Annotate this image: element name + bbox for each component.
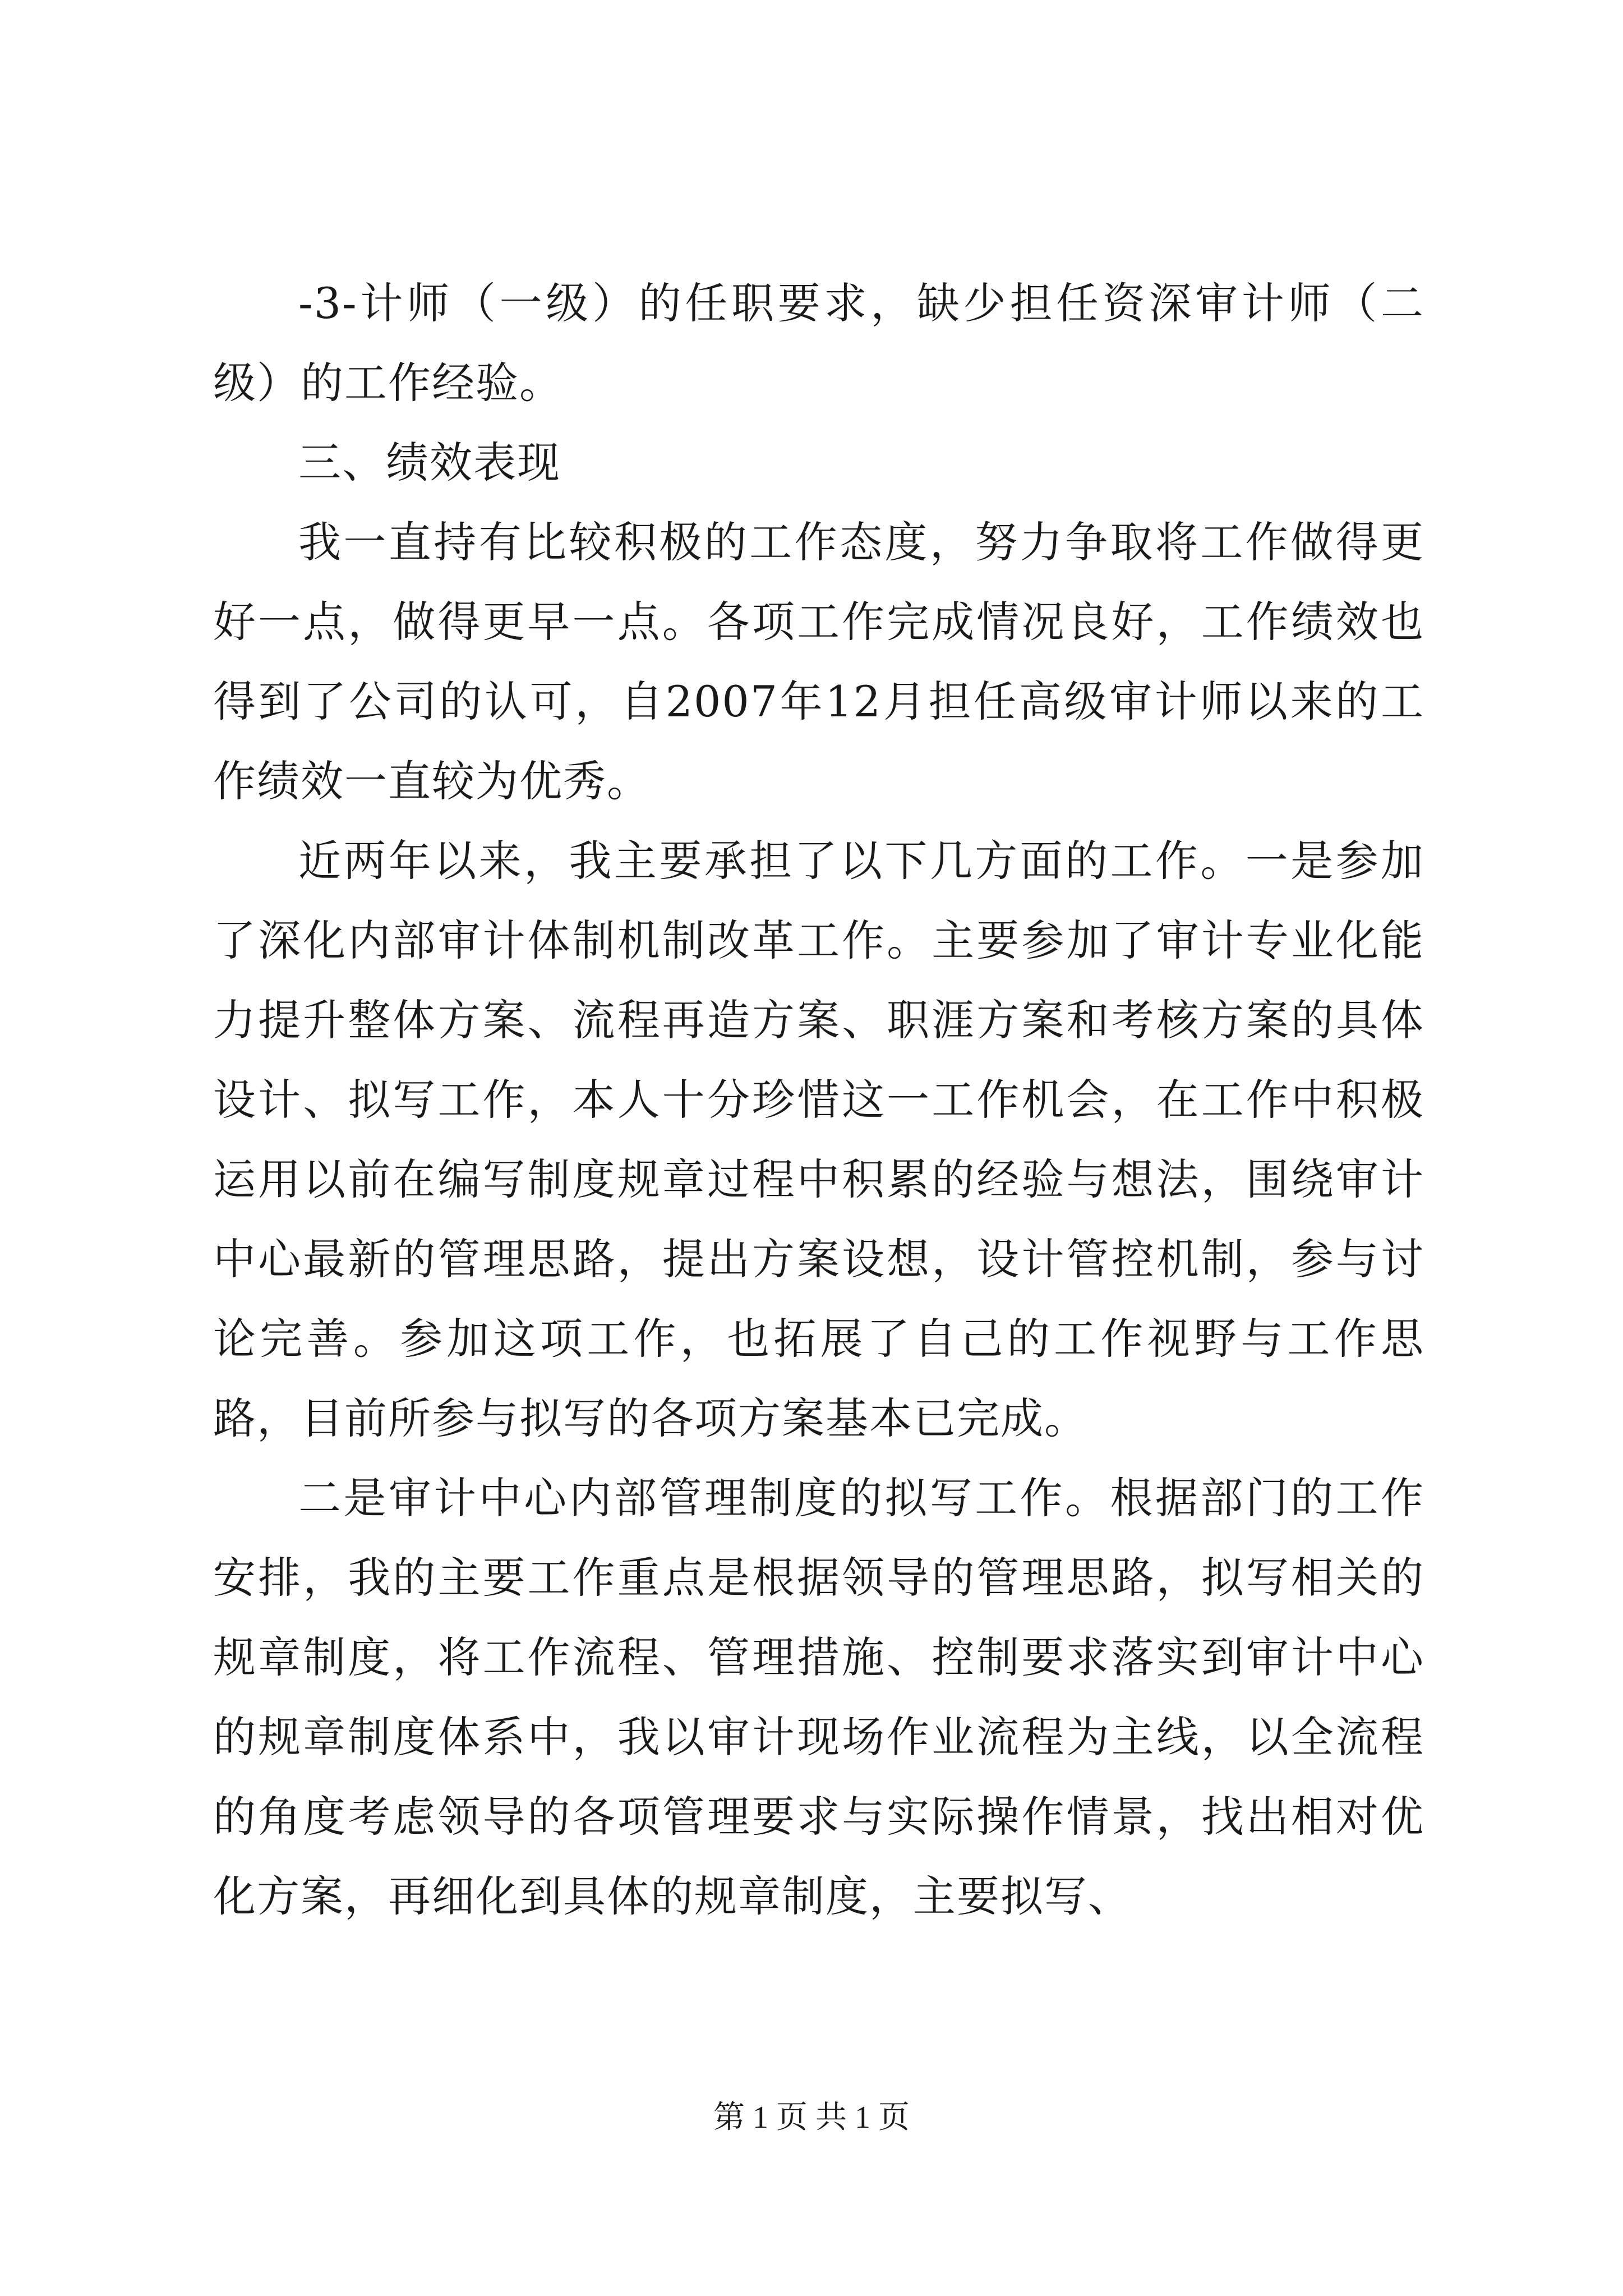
- paragraph-2: 我一直持有比较积极的工作态度，努力争取将工作做得更好一点，做得更早一点。各项工作完成情况良好，工作绩效也得到了公司的认可，自2007年12月担任高级审计师以来的工作绩效一直较为优秀。: [213, 517, 1424, 806]
- section-heading: 三、绩效表现: [298, 438, 561, 487]
- paragraph-1: -3-计师（一级）的任职要求，缺少担任资深审计师（二级）的工作经验。: [213, 278, 1424, 408]
- paragraph-4: 二是审计中心内部管理制度的拟写工作。根据部门的工作安排，我的主要工作重点是根据领导的管理思路，拟写相关的规章制度，将工作流程、管理措施、控制要求落实到审计中心的规章制度体系中，我以审计现场作业流程为主线，以全流程的角度考虑领导的各项管理要求与实际操作情景，找出相对优化方案，再细化到具体的规章制度，主要拟写、: [213, 1473, 1424, 1921]
- page-footer: [0, 2098, 1623, 2137]
- document-body: [213, 264, 1424, 1936]
- paragraph-3: 近两年以来，我主要承担了以下几方面的工作。一是参加了深化内部审计体制机制改革工作。主要参加了审计专业化能力提升整体方案、流程再造方案、职涯方案和考核方案的具体设计、拟写工作，本人十分珍惜这一工作机会，在工作中积极运用以前在编写制度规章过程中积累的经验与想法，围绕审计中心最新的管理思路，提出方案设想，设计管控机制，参与讨论完善。参加这项工作，也拓展了自己的工作视野与工作思路，目前所参与拟写的各项方案基本已完成。: [213, 836, 1424, 1443]
- page-number-label: 第 1 页 共 1 页: [713, 2100, 910, 2135]
